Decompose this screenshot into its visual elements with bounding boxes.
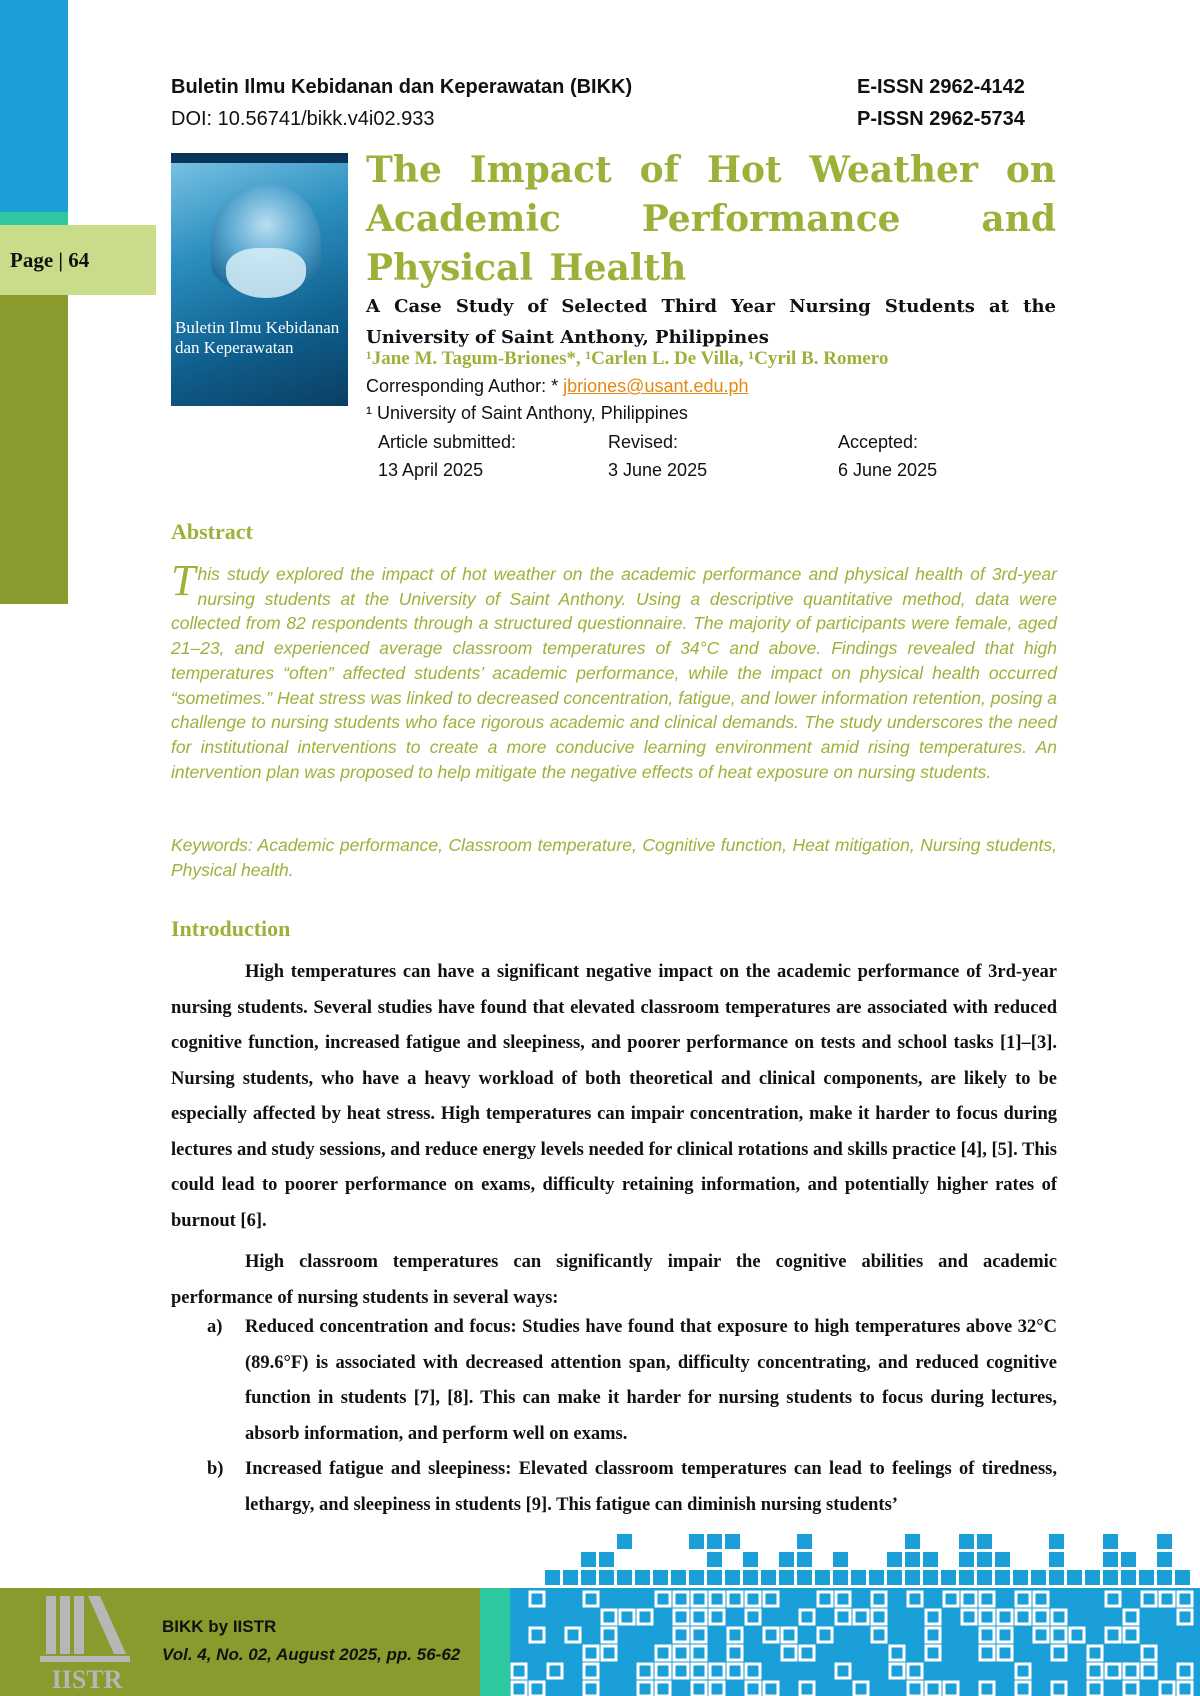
pixel-block — [707, 1552, 722, 1567]
pixel-block — [869, 1570, 884, 1585]
cover-title: Buletin Ilmu Kebidanan dan Keperawatan — [175, 318, 340, 357]
e-issn: E-ISSN 2962-4142 — [857, 76, 1025, 98]
authors: ¹Jane M. Tagum-Briones*, ¹Carlen L. De Villa, ¹Cyril B. Romero — [366, 348, 889, 369]
intro-paragraph-2: High classroom temperatures can significantly impair the cognitive abilities and academic performance of nursing students in several ways: — [171, 1252, 1057, 1308]
pixel-block — [617, 1534, 632, 1549]
list-item-a — [207, 1310, 1057, 1452]
abstract-dropcap: T — [171, 556, 196, 605]
pixel-block — [1049, 1552, 1064, 1567]
submitted-date: 13 April 2025 — [378, 460, 484, 480]
pixel-block — [689, 1534, 704, 1549]
pixel-block — [707, 1534, 722, 1549]
accepted-label: Accepted: — [838, 432, 919, 452]
pixel-block — [1121, 1552, 1136, 1567]
pixel-block — [635, 1570, 650, 1585]
pixel-block — [797, 1570, 812, 1585]
cover-top-band — [171, 153, 348, 163]
pixel-block — [1103, 1570, 1118, 1585]
pixel-block — [689, 1570, 704, 1585]
footer-publisher: BIKK by IISTR — [162, 1617, 277, 1636]
keywords: Keywords: Academic performance, Classroom temperature, Cognitive function, Heat mitigation, Nursing students, Physical health. — [171, 835, 1057, 880]
pixel-block — [923, 1570, 938, 1585]
pixel-block — [905, 1552, 920, 1567]
pixel-block — [1157, 1534, 1172, 1549]
pixel-block — [563, 1570, 578, 1585]
introduction-heading: Introduction — [171, 916, 291, 941]
accepted-column — [838, 428, 1038, 484]
corresponding-email-link[interactable]: jbriones@usant.edu.ph — [563, 376, 749, 396]
submitted-label: Article submitted: — [378, 432, 517, 452]
pixel-block — [833, 1552, 848, 1567]
article-subtitle: A Case Study of Selected Third Year Nursing Students at the University of Saint Anthony, Philippines — [366, 296, 1056, 348]
pixel-block — [959, 1534, 974, 1549]
footer-teal-band — [480, 1588, 510, 1696]
journal-cover-image — [171, 153, 348, 406]
pixel-block — [887, 1570, 902, 1585]
pixel-block — [725, 1534, 740, 1549]
pixel-block — [1049, 1534, 1064, 1549]
pixel-block — [599, 1552, 614, 1567]
pixel-block — [887, 1552, 902, 1567]
pixel-block — [1049, 1570, 1064, 1585]
list-item-b — [207, 1452, 1057, 1523]
pixel-block — [815, 1570, 830, 1585]
iistr-logo-text: IISTR — [51, 1665, 123, 1692]
pixel-block — [1067, 1570, 1082, 1585]
pixel-block — [779, 1570, 794, 1585]
side-bar-teal — [0, 212, 68, 226]
corresponding-author — [366, 376, 749, 397]
cover-mask-illustration — [226, 248, 306, 298]
intro-paragraph-1: High temperatures can have a significant negative impact on the academic performance of 3rd-year nursing students. Several studies have found that elevated classroom temperatures are associated with reduced cognitive function, increased fatigue and sleepiness, and poorer performance on tests and school tasks [1]–[3]. Nursing students, who have a heavy workload of both theoretical and clinical components, are likely to be especially affected by heat stress. High temperatures can impair concentration, make it harder to focus during lectures and study sessions, and reduce energy levels needed for clinical rotations and skills practice [4], [5]. This could lead to poorer performance on exams, difficulty retaining information, and potentially higher rates of burnout [6]. — [171, 962, 1057, 1231]
pixel-block — [1031, 1570, 1046, 1585]
revised-date: 3 June 2025 — [608, 460, 708, 480]
pixel-block — [995, 1552, 1010, 1567]
p-issn: P-ISSN 2962-5734 — [857, 108, 1025, 130]
pixel-block — [995, 1570, 1010, 1585]
pixel-block — [1139, 1570, 1154, 1585]
submitted-column — [378, 428, 578, 484]
pixel-block — [833, 1570, 848, 1585]
pixel-block — [941, 1570, 956, 1585]
pixel-block — [1085, 1570, 1100, 1585]
pixel-block — [977, 1570, 992, 1585]
abstract-text — [171, 556, 1057, 784]
article-title: The Impact of Hot Weather on Academic Performance and Physical Health — [366, 149, 1056, 289]
iistr-logo — [32, 1590, 142, 1692]
pixel-block — [1103, 1552, 1118, 1567]
list-marker-b: b) — [207, 1459, 224, 1479]
abstract-body: his study explored the impact of hot weather on the academic performance and physical health of 3rd-year nursing students at the University of Saint Anthony. Using a descriptive quantitative method, data were collected from 82 respondents through a structured questionnaire. The majority of participants were female, aged 21–23, and experienced average classroom temperatures of 34°C and above. Findings revealed that high temperatures “often” affected students’ academic performance, while the impact on physical health occurred “sometimes.” Heat stress was linked to decreased concentration, fatigue, and lower information retention, posing a challenge to nursing students who face rigorous academic and clinical demands. The study underscores the need for institutional interventions to create a more conducive learning environment amid rising temperatures. An intervention plan was proposed to help mitigate the negative effects of heat exposure on nursing students. — [171, 564, 1057, 782]
pixel-block — [905, 1570, 920, 1585]
pixel-block — [581, 1570, 596, 1585]
pixel-block — [977, 1534, 992, 1549]
pixel-block — [905, 1534, 920, 1549]
pixel-block — [1157, 1552, 1172, 1567]
pixel-block — [707, 1570, 722, 1585]
page-number-tab: Page | 64 — [0, 225, 156, 295]
accepted-date: 6 June 2025 — [838, 460, 938, 480]
pixel-block — [1175, 1570, 1190, 1585]
pixel-block — [617, 1570, 632, 1585]
pixel-block — [725, 1570, 740, 1585]
list-text-b: Increased fatigue and sleepiness: Elevated classroom temperatures can lead to feelings of tiredness, lethargy, and sleepiness in students [9]. This fatigue can diminish nursing students’ — [245, 1459, 1057, 1515]
pixel-block — [743, 1552, 758, 1567]
pixel-block — [797, 1552, 812, 1567]
abstract-heading: Abstract — [171, 519, 253, 544]
side-bar-blue — [0, 0, 68, 212]
list-text-a: Reduced concentration and focus: Studies have found that exposure to high temperatures above 32°C (89.6°F) is associated with decreased attention span, difficulty concentrating, and reduced cognitive function in students [7], [8]. This can make it harder for nursing students to focus during lectures, absorb information, and perform well on exams. — [245, 1317, 1057, 1444]
corresponding-label: Corresponding Author: * — [366, 376, 559, 396]
revised-label: Revised: — [608, 432, 679, 452]
pixel-block — [1013, 1570, 1028, 1585]
pixel-block — [851, 1570, 866, 1585]
list-marker-a: a) — [207, 1317, 223, 1337]
affiliation: ¹ University of Saint Anthony, Philippines — [366, 403, 688, 423]
pixel-block — [923, 1552, 938, 1567]
footer-volume: Vol. 4, No. 02, August 2025, pp. 56-62 — [162, 1645, 461, 1664]
pixel-block — [671, 1570, 686, 1585]
pixel-block — [743, 1570, 758, 1585]
pixel-block — [977, 1552, 992, 1567]
pixel-block — [1157, 1570, 1172, 1585]
pixel-block — [959, 1570, 974, 1585]
pixel-block — [797, 1534, 812, 1549]
footer-blue-band — [510, 1588, 1200, 1696]
pixel-block — [1121, 1570, 1136, 1585]
pixel-block — [1103, 1534, 1118, 1549]
journal-name: Buletin Ilmu Kebidanan dan Keperawatan (BIKK) — [171, 76, 633, 98]
pixel-block — [545, 1570, 560, 1585]
pixel-block — [581, 1552, 596, 1567]
pixel-block — [653, 1570, 668, 1585]
doi: DOI: 10.56741/bikk.v4i02.933 — [171, 108, 435, 130]
revised-column — [608, 428, 808, 484]
pixel-block — [779, 1552, 794, 1567]
pixel-block — [761, 1570, 776, 1585]
pixel-block — [959, 1552, 974, 1567]
pixel-block — [599, 1570, 614, 1585]
